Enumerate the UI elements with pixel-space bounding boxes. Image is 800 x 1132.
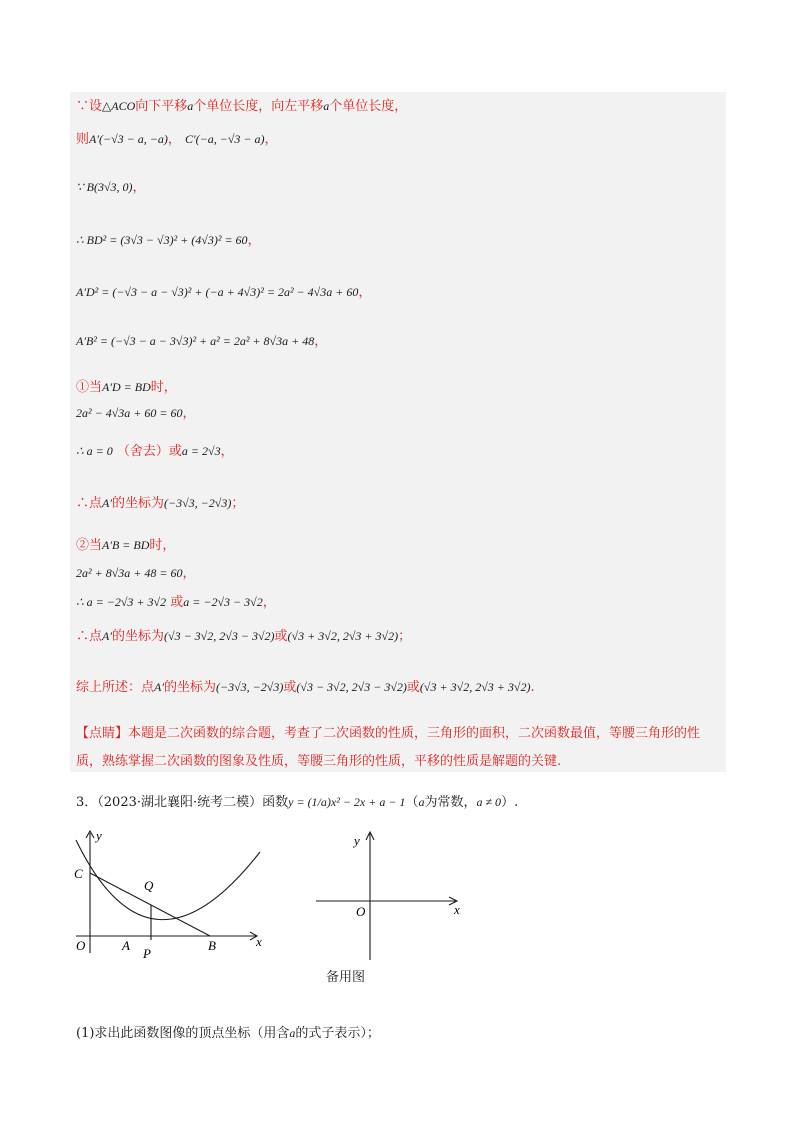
math: ∵ B(3√3, 0) xyxy=(76,180,133,194)
math: △ACO xyxy=(102,99,136,113)
text: 个单位长度，向左平移 xyxy=(193,99,324,114)
math: A′ xyxy=(102,496,112,510)
math: ∴ a = −2√3 + 3√2 xyxy=(76,595,167,609)
text: 个单位长度， xyxy=(329,99,408,114)
math: (√3 − 3√2, 2√3 − 3√2) xyxy=(164,629,275,643)
label-B: B xyxy=(208,938,216,953)
solution-line-13 xyxy=(76,593,276,612)
label-P: P xyxy=(143,946,151,961)
question-number: 3． xyxy=(76,795,98,810)
math: A′B² = (−√3 − a − 3√3)² + a² = 2a² + 8√3a + 48 xyxy=(76,334,315,348)
solution-line-9 xyxy=(76,442,234,461)
label-A: A xyxy=(122,938,130,953)
solution-line-3 xyxy=(76,178,146,197)
math: a xyxy=(418,795,425,809)
text: 或 xyxy=(274,629,288,644)
text: ∴点 xyxy=(76,496,103,511)
math: 2a² − 4√3a + 60 = 60 xyxy=(76,406,183,420)
text: 综上所述：点 xyxy=(76,680,155,695)
math: a xyxy=(323,99,330,113)
math: 2a² + 8√3a + 48 = 60 xyxy=(76,566,183,580)
solution-line-1 xyxy=(76,97,407,116)
math: A′ xyxy=(154,680,164,694)
question-3 xyxy=(76,792,518,813)
text: （舍去）或 xyxy=(116,444,182,459)
solution-line-5 xyxy=(76,283,371,302)
text: ①当 xyxy=(76,380,103,395)
question-source: （2023·湖北襄阳·统考二模）函数 xyxy=(97,795,289,810)
note-paragraph xyxy=(76,720,722,776)
text: 的式子表示）； xyxy=(295,1026,380,1041)
text: ， xyxy=(182,566,196,581)
solution-line-7 xyxy=(76,378,177,397)
solution-line-4 xyxy=(76,231,261,250)
label-x: x xyxy=(256,934,262,949)
text: ； xyxy=(398,629,412,644)
text: 的坐标为 xyxy=(111,496,164,511)
math: (√3 − 3√2, 2√3 − 3√2) xyxy=(296,680,407,694)
text: ， xyxy=(247,233,261,248)
text: ， xyxy=(182,406,196,421)
text: ∵设 xyxy=(76,99,103,114)
text: ， xyxy=(314,334,328,349)
figure-blank-axes xyxy=(310,828,470,963)
math: ∴ BD² = (3√3 − √3)² + (4√3)² = 60 xyxy=(76,233,248,247)
solution-line-10 xyxy=(76,494,244,513)
math: a xyxy=(187,99,194,113)
math: A′(−√3 − a, −a) xyxy=(89,132,168,146)
math: C′(−a, −√3 − a) xyxy=(185,132,265,146)
text: ， xyxy=(167,132,181,147)
figure-parabola xyxy=(70,828,270,963)
text: 的坐标为 xyxy=(163,680,216,695)
text: 时， xyxy=(150,380,177,395)
label-y: y xyxy=(96,828,102,843)
text: （ xyxy=(405,795,419,810)
solution-line-15 xyxy=(76,678,535,697)
solution-line-11 xyxy=(76,536,175,555)
math: a xyxy=(289,1026,296,1040)
text: 时， xyxy=(149,538,176,553)
text: 或 xyxy=(283,680,297,695)
math: (−3√3, −2√3) xyxy=(216,680,284,694)
text: ②当 xyxy=(76,538,103,553)
text: ）. xyxy=(501,795,519,810)
math: (√3 + 3√2, 2√3 + 3√2) xyxy=(419,680,531,694)
text: 或 xyxy=(406,680,420,695)
label-Q: Q xyxy=(144,878,154,893)
solution-line-14 xyxy=(76,627,411,646)
label-C: C xyxy=(74,866,83,881)
text: ； xyxy=(231,496,245,511)
figure-caption: 备用图 xyxy=(326,970,366,985)
sub-question-1 xyxy=(76,1022,380,1041)
text: . xyxy=(530,680,535,695)
solution-line-12 xyxy=(76,564,196,583)
text: 向下平移 xyxy=(135,99,188,114)
math: A′B = BD xyxy=(102,538,150,552)
note-label: 【点睛】 xyxy=(76,726,129,741)
text: ， xyxy=(132,180,146,195)
note-text: 本题是二次函数的综合题，考查了二次函数的性质，三角形的面积，二次函数最值，等腰三角形的性质，熟练掌握二次函数的图象及性质，等腰三角形的性质，平移的性质是解题的关键. xyxy=(76,726,701,769)
label-y: y xyxy=(354,833,360,848)
text: (1)求出此函数图像的顶点坐标（用含 xyxy=(76,1026,290,1041)
label-x: x xyxy=(454,902,460,917)
text: 的坐标为 xyxy=(111,629,164,644)
math: A′ xyxy=(102,629,112,643)
math: ∴ a = 0 xyxy=(76,444,113,458)
math: (−3√3, −2√3) xyxy=(164,496,232,510)
text: ， xyxy=(220,444,234,459)
text: 为常数， xyxy=(424,795,477,810)
text: ， xyxy=(358,285,372,300)
label-O: O xyxy=(356,904,366,919)
label-O: O xyxy=(76,938,86,953)
solution-line-2 xyxy=(76,130,278,149)
math: A′D = BD xyxy=(102,380,151,394)
text: 或 xyxy=(170,595,184,610)
function-formula: y = (1/a)x² − 2x + a − 1 xyxy=(288,795,406,809)
solution-panel xyxy=(70,92,726,772)
math: a = 2√3 xyxy=(181,444,221,458)
solution-line-6 xyxy=(76,332,327,351)
text: 则 xyxy=(76,132,90,147)
text: ∴点 xyxy=(76,629,103,644)
math: (√3 + 3√2, 2√3 + 3√2) xyxy=(287,629,399,643)
text: ， xyxy=(262,595,276,610)
text: ， xyxy=(264,132,278,147)
math: a = −2√3 − 3√2 xyxy=(183,595,263,609)
math: a ≠ 0 xyxy=(476,795,502,809)
math: A′D² = (−√3 − a − √3)² + (−a + 4√3)² = 2a² − 4√3a + 60 xyxy=(76,285,359,299)
solution-line-8 xyxy=(76,404,196,423)
